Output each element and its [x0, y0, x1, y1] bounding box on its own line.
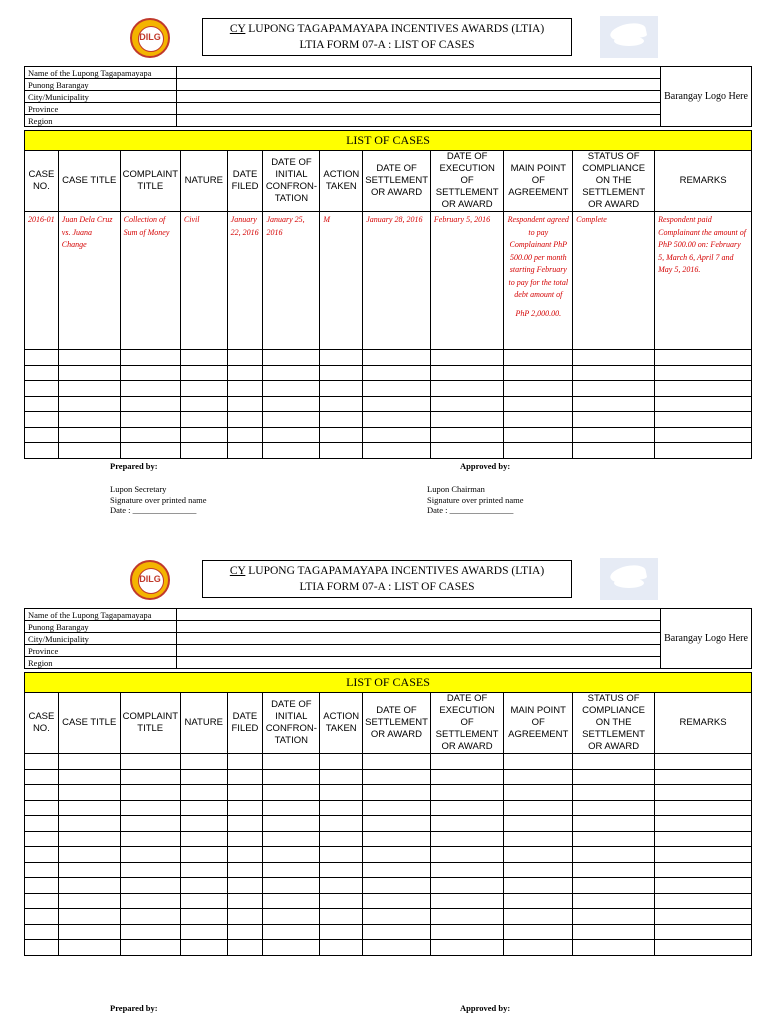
table-row[interactable] [25, 816, 752, 832]
info-label: Name of the Lupong Tagapamayapa [25, 67, 177, 79]
col-header: DATE FILED [227, 151, 263, 212]
info-value-field[interactable] [176, 79, 660, 91]
col-header: CASE TITLE [58, 693, 120, 754]
col-header: DATE FILED [227, 693, 263, 754]
info-label: Province [25, 645, 177, 657]
prepared-by-label: Prepared by: [110, 1003, 158, 1013]
cell-main-point: Respondent agreed to pay Complainant PhP 500.00 per month starting February to pay for the total debt amount of PhP 2,000.00. [504, 212, 573, 350]
col-header: ACTION TAKEN [320, 151, 363, 212]
table-row[interactable] [25, 800, 752, 816]
dove-logo-icon [600, 16, 658, 58]
table-row[interactable] [25, 909, 752, 925]
col-header: COMPLAINT TITLE [120, 151, 180, 212]
dilg-logo-icon: DILG [130, 560, 170, 600]
table-row[interactable] [25, 427, 752, 443]
info-value-field[interactable] [176, 91, 660, 103]
info-label: City/Municipality [25, 633, 177, 645]
form-subtitle: LTIA FORM 07-A : LIST OF CASES [299, 39, 475, 51]
cell-action: M [320, 212, 363, 350]
info-value-field[interactable] [176, 609, 660, 621]
cell-case-title: Juan Dela Cruz vs. Juana Change [58, 212, 120, 350]
table-row[interactable] [25, 847, 752, 863]
approved-signature-block: Lupon Chairman Signature over printed name Date : _______________ [427, 484, 524, 515]
table-row[interactable] [25, 381, 752, 397]
cell-date-settlement: January 28, 2016 [363, 212, 431, 350]
col-header: CASE NO. [25, 693, 59, 754]
cell-case-no: 2016-01 [25, 212, 59, 350]
col-header: MAIN POINT OF AGREEMENT [504, 693, 573, 754]
col-header: REMARKS [655, 693, 752, 754]
form-subtitle: LTIA FORM 07-A : LIST OF CASES [299, 581, 475, 593]
info-label: Punong Barangay [25, 79, 177, 91]
col-header: ACTION TAKEN [320, 693, 363, 754]
col-header: NATURE [180, 151, 227, 212]
col-header: NATURE [180, 693, 227, 754]
info-value-field[interactable] [176, 657, 660, 669]
info-table [24, 66, 752, 127]
col-header: DATE OF SETTLEMENT OR AWARD [363, 151, 431, 212]
info-label: Region [25, 115, 177, 127]
cases-table [24, 672, 752, 956]
cell-complaint-title: Collection of Sum of Money [120, 212, 180, 350]
table-row[interactable] [25, 893, 752, 909]
dove-logo-icon [600, 558, 658, 600]
col-header: MAIN POINT OF AGREEMENT [504, 151, 573, 212]
col-header: DATE OF INITIAL CONFRON-TATION [263, 693, 320, 754]
cell-status: Complete [573, 212, 655, 350]
approved-by-label: Approved by: [460, 461, 511, 471]
col-header: CASE NO. [25, 151, 59, 212]
info-label: Region [25, 657, 177, 669]
dilg-logo-icon: DILG [130, 18, 170, 58]
col-header: DATE OF EXECUTION OF SETTLEMENT OR AWARD [430, 693, 504, 754]
cell-date-initial: January 25, 2016 [263, 212, 320, 350]
info-label: Punong Barangay [25, 621, 177, 633]
barangay-logo-placeholder: Barangay Logo Here [661, 67, 752, 127]
table-row[interactable] [25, 754, 752, 770]
table-row[interactable] [25, 831, 752, 847]
col-header: STATUS OF COMPLIANCE ON THE SETTLEMENT OR AWARD [573, 693, 655, 754]
cell-nature: Civil [180, 212, 227, 350]
cell-date-filed: January 22, 2016 [227, 212, 263, 350]
cell-remarks: Respondent paid Complainant the amount of PhP 500.00 on: February 5, March 6, April 7 and May 5, 2016. [655, 212, 752, 350]
list-of-cases-banner: LIST OF CASES [25, 673, 752, 693]
form-title-box [202, 560, 572, 598]
table-row[interactable] [25, 940, 752, 956]
cases-table [24, 130, 752, 459]
info-value-field[interactable] [176, 115, 660, 127]
prepared-by-label: Prepared by: [110, 461, 158, 471]
info-value-field[interactable] [176, 67, 660, 79]
prepared-signature-block: Lupon Secretary Signature over printed name Date : _______________ [110, 484, 207, 515]
table-row[interactable] [25, 785, 752, 801]
col-header: STATUS OF COMPLIANCE ON THE SETTLEMENT OR AWARD [573, 151, 655, 212]
table-row[interactable] [25, 365, 752, 381]
list-of-cases-banner: LIST OF CASES [25, 131, 752, 151]
table-row[interactable] [25, 769, 752, 785]
cell-date-execution: February 5, 2016 [430, 212, 504, 350]
info-label: Name of the Lupong Tagapamayapa [25, 609, 177, 621]
info-value-field[interactable] [176, 633, 660, 645]
table-row[interactable] [25, 443, 752, 459]
col-header: COMPLAINT TITLE [120, 693, 180, 754]
info-value-field[interactable] [176, 621, 660, 633]
form-title: CY LUPONG TAGAPAMAYAPA INCENTIVES AWARDS (LTIA) [229, 565, 545, 577]
col-header: CASE TITLE [58, 151, 120, 212]
col-header: DATE OF EXECUTION OF SETTLEMENT OR AWARD [430, 151, 504, 212]
col-header: REMARKS [655, 151, 752, 212]
col-header: DATE OF SETTLEMENT OR AWARD [363, 693, 431, 754]
barangay-logo-placeholder: Barangay Logo Here [661, 609, 752, 669]
table-row[interactable] [25, 412, 752, 428]
info-value-field[interactable] [176, 645, 660, 657]
table-row[interactable] [25, 924, 752, 940]
table-row[interactable] [25, 396, 752, 412]
info-label: City/Municipality [25, 91, 177, 103]
col-header: DATE OF INITIAL CONFRON-TATION [263, 151, 320, 212]
approved-by-label: Approved by: [460, 1003, 511, 1013]
table-row[interactable] [25, 862, 752, 878]
table-row [25, 212, 752, 350]
form-title: CY LUPONG TAGAPAMAYAPA INCENTIVES AWARDS (LTIA) [229, 23, 545, 35]
form-title-box [202, 18, 572, 56]
info-label: Province [25, 103, 177, 115]
table-row[interactable] [25, 878, 752, 894]
info-table [24, 608, 752, 669]
table-row[interactable] [25, 350, 752, 366]
info-value-field[interactable] [176, 103, 660, 115]
